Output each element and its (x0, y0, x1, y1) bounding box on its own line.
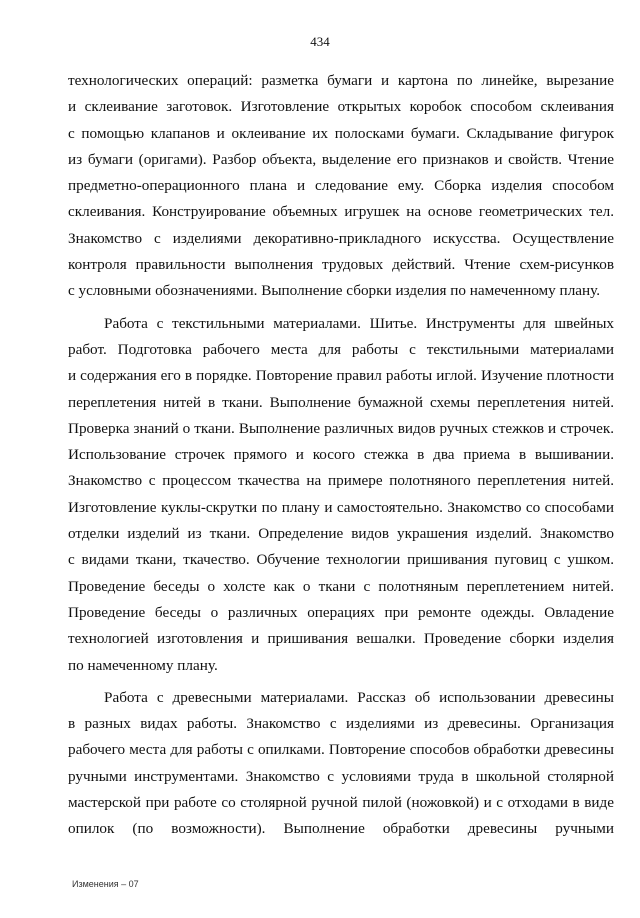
text-line: и склеивание заготовок. Изготовление открытых коробок способом склеивания (68, 98, 614, 116)
text-line: Проведение беседы о различных операциях при ремонте одежды. Овладение (68, 603, 614, 621)
text-line: Проведение беседы о холсте как о ткани с полотняным переплетением нитей. (68, 577, 614, 595)
text-line: технологических операций: разметка бумаги и картона по линейке, вырезание (68, 72, 614, 89)
text-line: с условными обозначениями. Выполнение сборки изделия по намеченному плану. (68, 282, 601, 300)
text-line: из бумаги (оригами). Разбор объекта, выделение его признаков и свойств. Чтение (68, 150, 614, 168)
text-line: опилок (по возможности). Выполнение обработки древесины ручными (68, 820, 614, 838)
text-line: с помощью клапанов и оклеивание их полосками бумаги. Складывание фигурок (68, 124, 614, 142)
text-line: Проверка знаний о ткани. Выполнение различных видов ручных стежков и строчек. (68, 419, 614, 437)
paragraph-textile (68, 311, 614, 679)
page-number: 434 (310, 34, 330, 49)
text-line: Использование строчек прямого и косого стежка в два приема в вышивании. (68, 446, 614, 464)
text-line: переплетения нитей в ткани. Выполнение бумажной схемы переплетения нитей. (68, 393, 614, 411)
text-line: Работа с древесными материалами. Рассказ об использовании древесины (104, 688, 614, 706)
text-line: с видами ткани, ткачество. Обучение технологии пришивания пуговиц с ушком. (68, 551, 614, 569)
text-line: технологией изготовления и пришивания вешалки. Проведение сборки изделия (68, 630, 614, 648)
page-footer: Изменения – 07 (72, 879, 139, 889)
text-line: отделки изделий из ткани. Определение видов украшения изделий. Знакомство (68, 525, 614, 543)
text-line: работ. Подготовка рабочего места для работы с текстильными материалами (68, 340, 614, 358)
text-line: и содержания его в порядке. Повторение правил работы иглой. Изучение плотности (68, 367, 614, 385)
text-line: ручными инструментами. Знакомство с условиями труда в школьной столярной (68, 767, 614, 785)
text-line: Изготовление куклы-скрутки по плану и самостоятельно. Знакомство со способами (68, 498, 614, 516)
text-line: рабочего места для работы с опилками. Повторение способов обработки древесины (68, 741, 614, 759)
text-line: Работа с текстильными материалами. Шитье. Инструменты для швейных (104, 314, 614, 332)
text-line: по намеченному плану. (68, 656, 218, 674)
paragraph-1 (68, 68, 614, 305)
paragraph-wood (68, 685, 614, 843)
text-line: предметно-операционного плана и следование ему. Сборка изделия способом (68, 177, 614, 195)
text-line: в разных видах работы. Знакомство с изделиями из древесины. Организация (68, 715, 614, 733)
text-line: склеивания. Конструирование объемных игрушек на основе геометрических тел. (68, 203, 614, 221)
text-line: мастерской при работе со столярной ручной пилой (ножовкой) и с отходами в виде (68, 794, 614, 812)
text-line: Знакомство с изделиями декоративно-прикладного искусства. Осуществление (68, 229, 614, 247)
text-line: Знакомство с процессом ткачества на примере полотняного переплетения нитей. (68, 472, 614, 490)
document-body (68, 68, 614, 843)
text-line: контроля правильности выполнения трудовых действий. Чтение схем-рисунков (68, 256, 614, 274)
